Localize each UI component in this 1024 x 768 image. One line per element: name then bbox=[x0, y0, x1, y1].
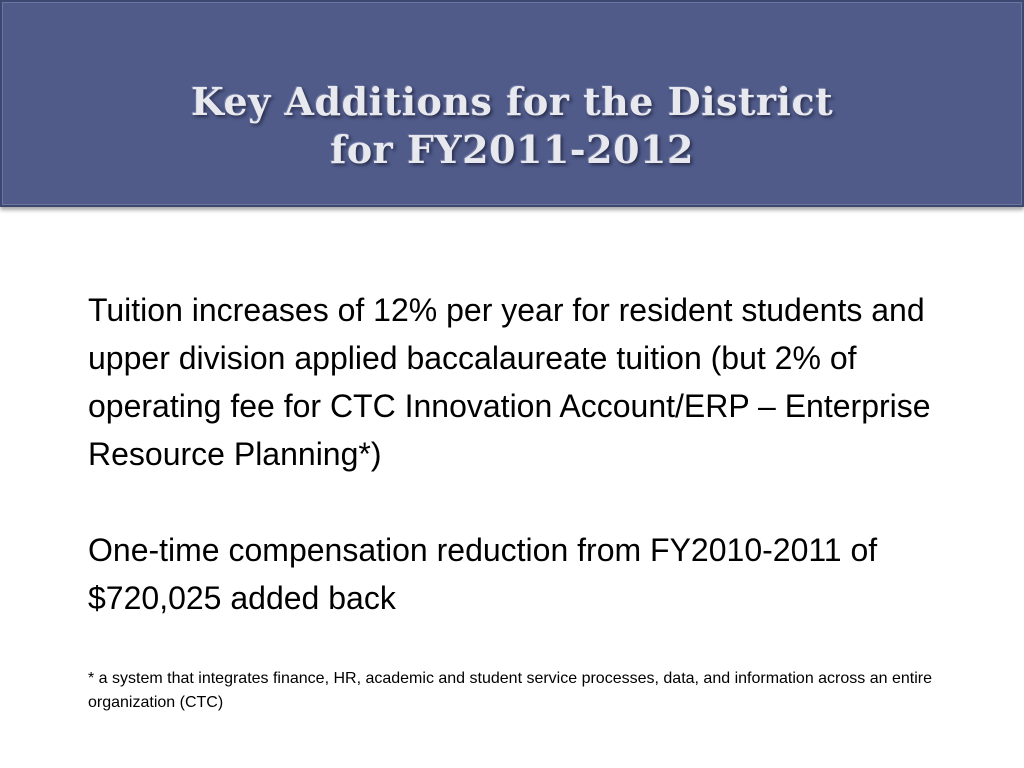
slide-title bbox=[0, 78, 1024, 174]
slide-title-line-1: Key Additions for the District bbox=[190, 79, 834, 124]
tuition-paragraph: Tuition increases of 12% per year for resident students and upper division applied baccalaureate tuition (but 2% of operating fee for CTC Innovation Account/ERP – Enterprise Resource Planning*) bbox=[88, 292, 931, 472]
compensation-paragraph: One-time compensation reduction from FY2010-2011 of $720,025 added back bbox=[88, 532, 878, 616]
erp-footnote: * a system that integrates finance, HR, academic and student service processes, data, and information across an entire organization (CTC) bbox=[88, 670, 932, 711]
slide-title-line-2: for FY2011-2012 bbox=[330, 127, 694, 172]
